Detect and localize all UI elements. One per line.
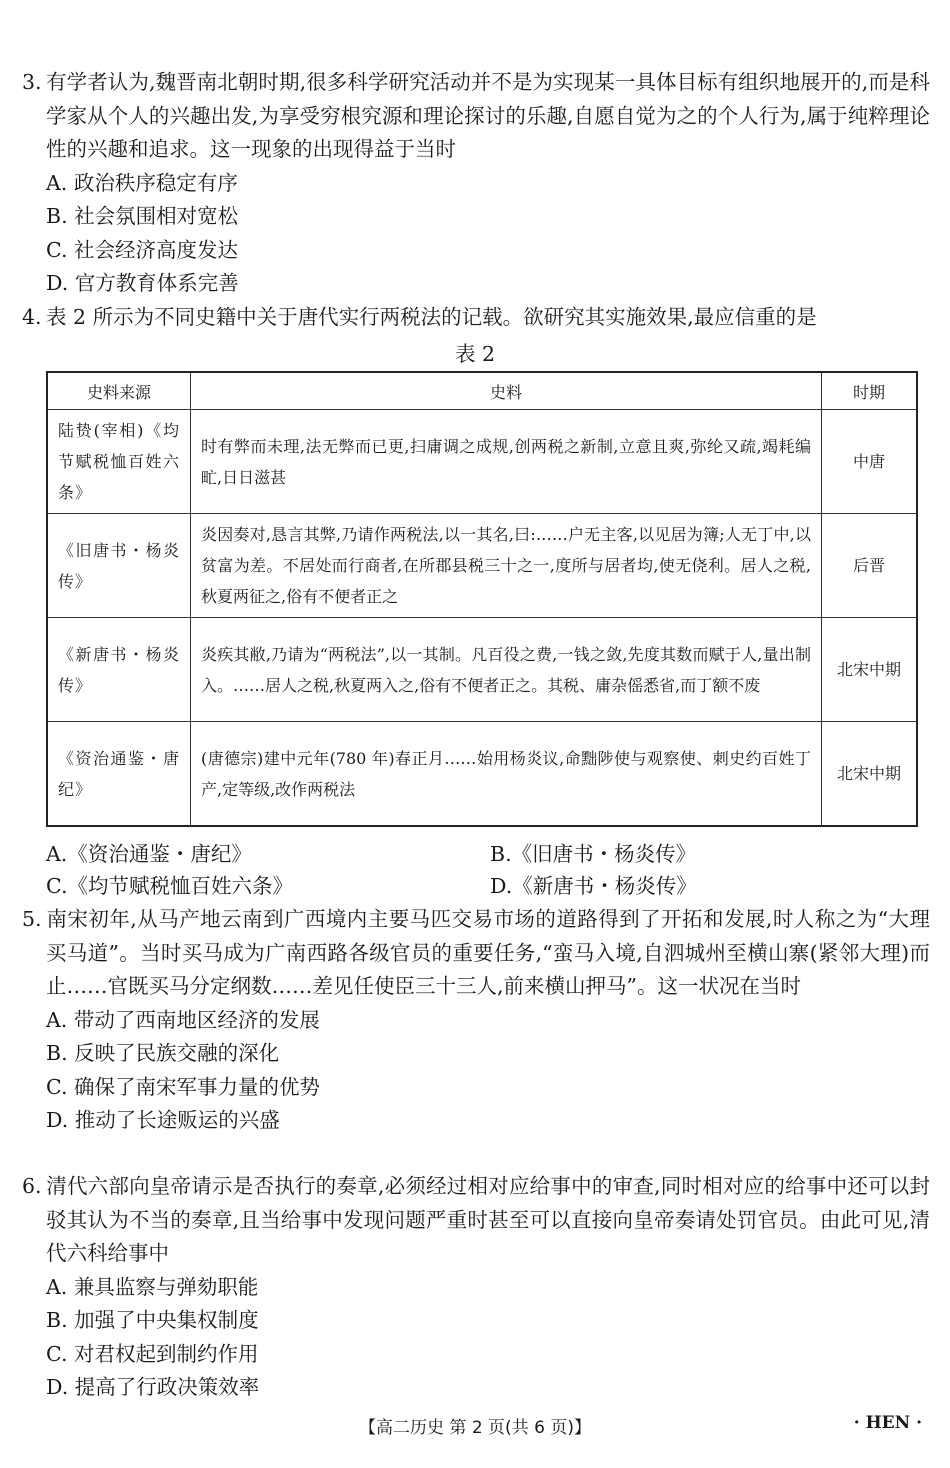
table-caption: 表 2 bbox=[454, 342, 496, 366]
history-source-table bbox=[46, 371, 918, 827]
question-6-option-d: D. 提高了行政决策效率 bbox=[46, 1375, 260, 1399]
footer-code: · HEN · bbox=[853, 1413, 922, 1433]
table-cell-source: 《旧唐书・杨炎传》 bbox=[47, 514, 191, 618]
table-cell-source: 陆贽(宰相)《均节赋税恤百姓六条》 bbox=[47, 410, 191, 514]
question-3 bbox=[22, 66, 930, 301]
question-4-option-b: B.《旧唐书・杨炎传》 bbox=[490, 842, 697, 866]
table-row bbox=[47, 722, 917, 827]
table-cell-period: 中唐 bbox=[822, 410, 918, 514]
question-6-stem bbox=[22, 1170, 930, 1271]
question-6-option-a: A. 兼具监察与弹劾职能 bbox=[46, 1274, 259, 1299]
table-cell-text: (唐德宗)建中元年(780 年)春正月……始用杨炎议,命黜陟使与观察使、刺史约百姓丁产,定等级,改作两税法 bbox=[191, 722, 822, 827]
question-6-number: 6. bbox=[22, 1174, 42, 1198]
table-cell-period: 后晋 bbox=[822, 514, 918, 618]
question-4-stem bbox=[22, 301, 930, 335]
question-4-options bbox=[22, 838, 930, 902]
question-5 bbox=[22, 903, 930, 1138]
table-header-text: 史料 bbox=[191, 372, 822, 410]
question-4-option-d: D.《新唐书・杨炎传》 bbox=[490, 874, 697, 898]
question-4-option-grid bbox=[22, 838, 930, 902]
question-5-option-c: C. 确保了南宋军事力量的优势 bbox=[46, 1074, 320, 1099]
table-cell-source: 《资治通鉴・唐纪》 bbox=[47, 722, 191, 827]
table-cell-text: 炎疾其敝,乃请为“两税法”,以一其制。凡百役之费,一钱之敛,先度其数而赋于人,量出制入。……居人之税,秋夏两入之,俗有不便者正之。其税、庸杂傜悉省,而丁额不废 bbox=[191, 618, 822, 722]
question-6-text: 清代六部向皇帝请示是否执行的奏章,必须经过相对应给事中的审查,同时相对应的给事中还可以封驳其认为不当的奏章,且当给事中发现问题严重时甚至可以直接向皇帝奏请处罚官员。由此可见,清代六科给事中 bbox=[46, 1174, 930, 1265]
question-3-option-d: D. 官方教育体系完善 bbox=[46, 271, 239, 295]
table-row bbox=[47, 514, 917, 618]
question-6-option-b: B. 加强了中央集权制度 bbox=[46, 1308, 259, 1332]
question-6 bbox=[22, 1170, 930, 1405]
question-5-text: 南宋初年,从马产地云南到广西境内主要马匹交易市场的道路得到了开拓和发展,时人称之为“大理买马道”。当时买马成为广南西路各级官员的重要任务,“蛮马入境,自泗城州至横山寨(紧邻大理)而止……官既买马分定纲数……差见任使臣三十三人,前来横山押马”。这一状况在当时 bbox=[46, 907, 930, 998]
question-5-stem bbox=[22, 903, 930, 1004]
question-3-stem bbox=[22, 66, 930, 167]
table-cell-period: 北宋中期 bbox=[822, 618, 918, 722]
question-5-option-d: D. 推动了长途贩运的兴盛 bbox=[46, 1108, 280, 1132]
question-6-option-c: C. 对君权起到制约作用 bbox=[46, 1341, 259, 1366]
table-header-source: 史料来源 bbox=[47, 372, 191, 410]
question-5-option-a: A. 带动了西南地区经济的发展 bbox=[46, 1007, 320, 1032]
question-5-option-b: B. 反映了民族交融的深化 bbox=[46, 1041, 280, 1065]
footer-page-info: 【高二历史 第 2 页(共 6 页)】 bbox=[359, 1418, 591, 1438]
question-3-option-c: C. 社会经济高度发达 bbox=[46, 237, 238, 262]
table-cell-text: 炎因奏对,恳言其弊,乃请作两税法,以一其名,曰:……户无主客,以见居为簿;人无丁中,以贫富为差。不居处而行商者,在所郡县税三十之一,度所与居者均,使无侥利。居人之税,秋夏两征之,俗有不便者正之 bbox=[191, 514, 822, 618]
question-3-option-a: A. 政治秩序稳定有序 bbox=[46, 170, 238, 195]
question-3-text: 有学者认为,魏晋南北朝时期,很多科学研究活动并不是为实现某一具体目标有组织地展开的,而是科学家从个人的兴趣出发,为享受穷根究源和理论探讨的乐趣,自愿自觉为之的个人行为,属于纯粹理论性的兴趣和追求。这一现象的出现得益于当时 bbox=[46, 70, 930, 161]
table-row bbox=[47, 618, 917, 722]
question-4-text: 表 2 所示为不同史籍中关于唐代实行两税法的记载。欲研究其实施效果,最应信重的是 bbox=[46, 305, 817, 329]
question-3-option-b: B. 社会氛围相对宽松 bbox=[46, 204, 239, 228]
table-cell-source: 《新唐书・杨炎传》 bbox=[47, 618, 191, 722]
question-4-number: 4. bbox=[22, 305, 42, 329]
question-4 bbox=[22, 301, 930, 335]
table-row bbox=[47, 410, 917, 514]
question-4-option-a: A.《资治通鉴・唐纪》 bbox=[46, 842, 252, 866]
table-header-row bbox=[47, 372, 917, 410]
question-4-option-c: C.《均节赋税恤百姓六条》 bbox=[46, 874, 293, 898]
question-5-number: 5. bbox=[22, 907, 42, 931]
table-cell-text: 时有弊而未理,法无弊而已更,扫庸调之成规,创两税之新制,立意且爽,弥纶又疏,竭耗编甿,日日滋甚 bbox=[191, 410, 822, 514]
table-header-period: 时期 bbox=[822, 372, 918, 410]
question-3-number: 3. bbox=[22, 70, 42, 94]
table-cell-period: 北宋中期 bbox=[822, 722, 918, 827]
